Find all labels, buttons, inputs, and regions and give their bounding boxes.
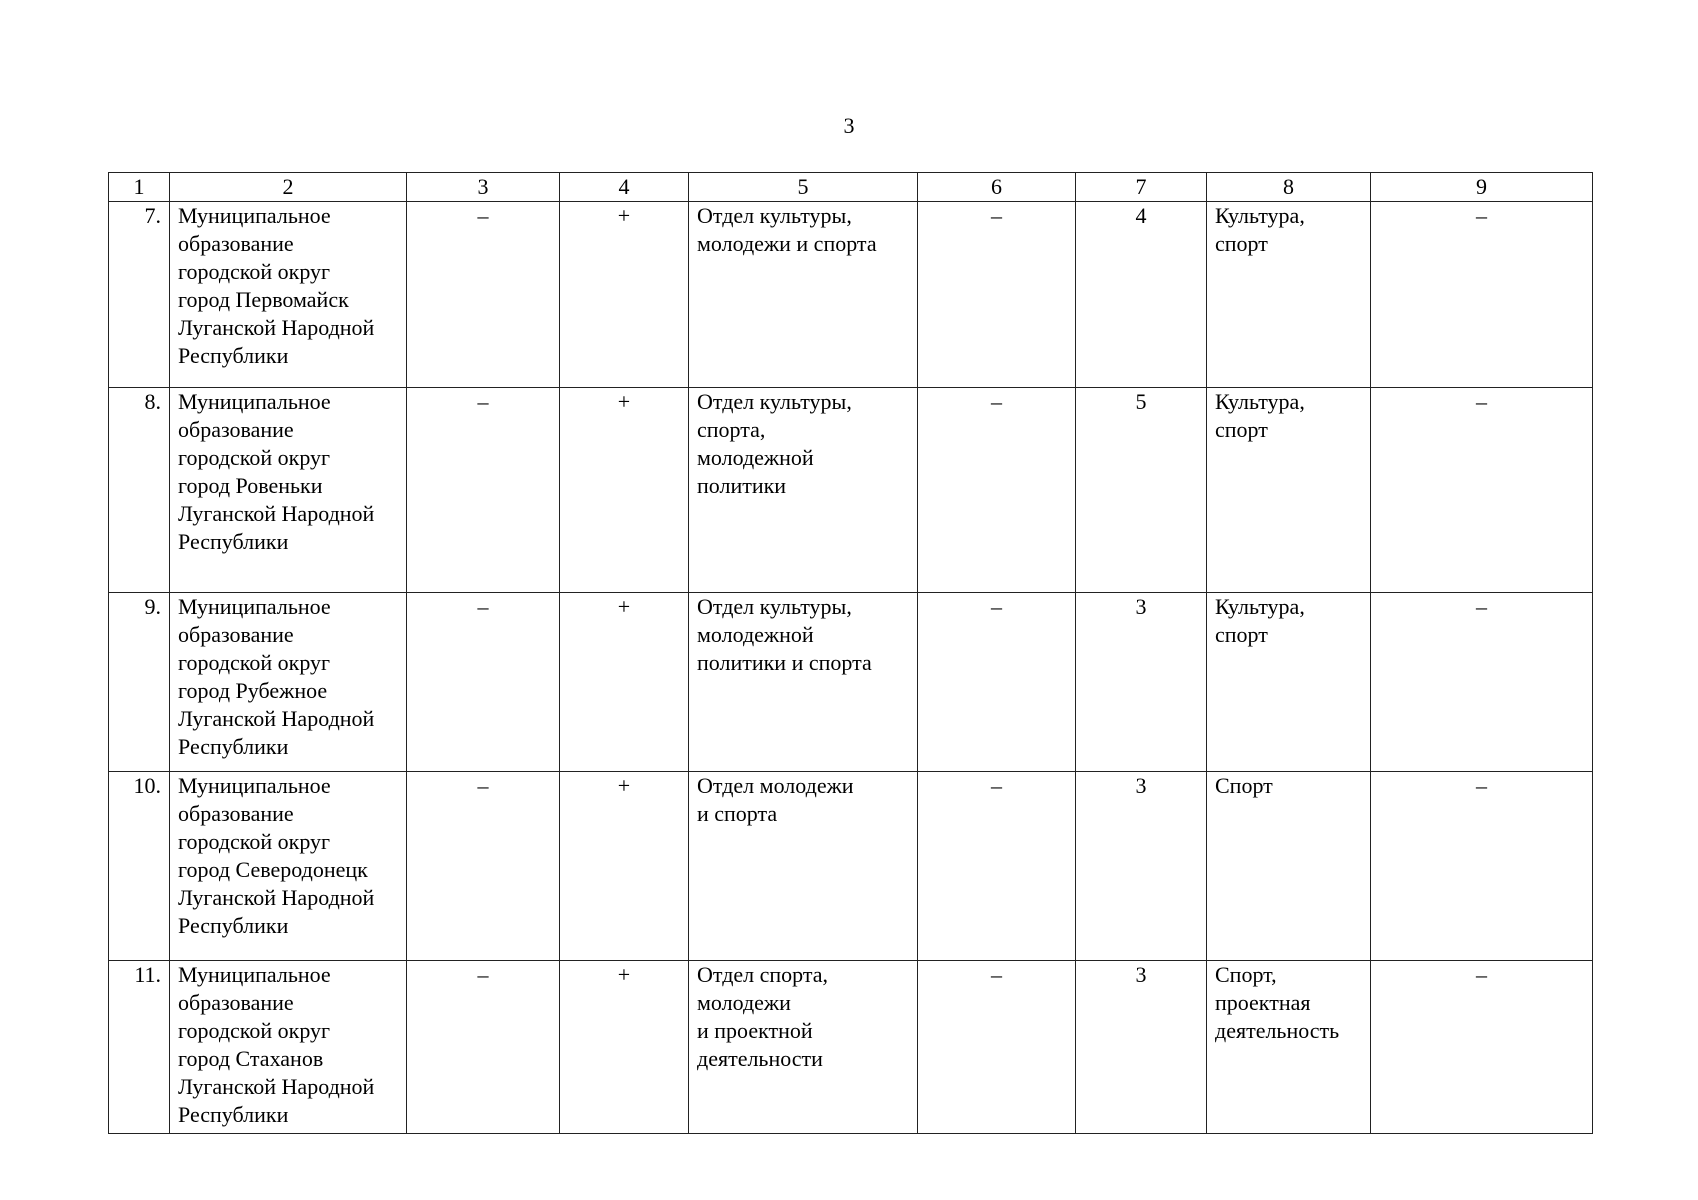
municipality-cell: Муниципальное образование городской округ город Рубежное Луганской Народной Республики [170, 593, 407, 772]
col9-cell: – [1371, 388, 1593, 593]
column-header: 8 [1207, 173, 1371, 202]
col4-cell: + [560, 388, 689, 593]
col4-cell: + [560, 593, 689, 772]
col9-cell: – [1371, 202, 1593, 388]
sphere-cell: Культура, спорт [1207, 202, 1371, 388]
sphere-cell: Культура, спорт [1207, 593, 1371, 772]
department-cell: Отдел культуры, молодежи и спорта [689, 202, 918, 388]
col3-cell: – [407, 961, 560, 1134]
row-number: 9. [109, 593, 170, 772]
col7-cell: 4 [1076, 202, 1207, 388]
department-cell: Отдел культуры, молодежной политики и спорта [689, 593, 918, 772]
col3-cell: – [407, 772, 560, 961]
department-cell: Отдел спорта, молодежи и проектной деятельности [689, 961, 918, 1134]
department-cell: Отдел молодежи и спорта [689, 772, 918, 961]
column-header: 5 [689, 173, 918, 202]
col7-cell: 5 [1076, 388, 1207, 593]
col6-cell: – [918, 961, 1076, 1134]
row-number: 8. [109, 388, 170, 593]
row-number: 10. [109, 772, 170, 961]
col4-cell: + [560, 961, 689, 1134]
column-header: 7 [1076, 173, 1207, 202]
sphere-cell: Спорт [1207, 772, 1371, 961]
col9-cell: – [1371, 593, 1593, 772]
row-number: 7. [109, 202, 170, 388]
header-row [109, 173, 1593, 202]
municipality-table [108, 172, 1593, 1134]
table-row [109, 388, 1593, 593]
column-header: 9 [1371, 173, 1593, 202]
col6-cell: – [918, 388, 1076, 593]
col7-cell: 3 [1076, 961, 1207, 1134]
table-row [109, 593, 1593, 772]
col4-cell: + [560, 772, 689, 961]
table-row [109, 961, 1593, 1134]
page-number: 3 [843, 113, 855, 138]
table-row [109, 772, 1593, 961]
col3-cell: – [407, 593, 560, 772]
sphere-cell: Культура, спорт [1207, 388, 1371, 593]
municipality-cell: Муниципальное образование городской округ город Северодонецк Луганской Народной Республики [170, 772, 407, 961]
column-header: 4 [560, 173, 689, 202]
col9-cell: – [1371, 772, 1593, 961]
column-header: 3 [407, 173, 560, 202]
column-header: 6 [918, 173, 1076, 202]
municipality-cell: Муниципальное образование городской округ город Ровеньки Луганской Народной Республики [170, 388, 407, 593]
col6-cell: – [918, 772, 1076, 961]
table-row [109, 202, 1593, 388]
col6-cell: – [918, 202, 1076, 388]
col6-cell: – [918, 593, 1076, 772]
municipality-cell: Муниципальное образование городской округ город Стаханов Луганской Народной Республики [170, 961, 407, 1134]
col3-cell: – [407, 202, 560, 388]
municipality-cell: Муниципальное образование городской округ город Первомайск Луганской Народной Республики [170, 202, 407, 388]
col3-cell: – [407, 388, 560, 593]
col7-cell: 3 [1076, 593, 1207, 772]
col4-cell: + [560, 202, 689, 388]
sphere-cell: Спорт, проектная деятельность [1207, 961, 1371, 1134]
department-cell: Отдел культуры, спорта, молодежной политики [689, 388, 918, 593]
column-header: 1 [109, 173, 170, 202]
column-header: 2 [170, 173, 407, 202]
col9-cell: – [1371, 961, 1593, 1134]
col7-cell: 3 [1076, 772, 1207, 961]
row-number: 11. [109, 961, 170, 1134]
